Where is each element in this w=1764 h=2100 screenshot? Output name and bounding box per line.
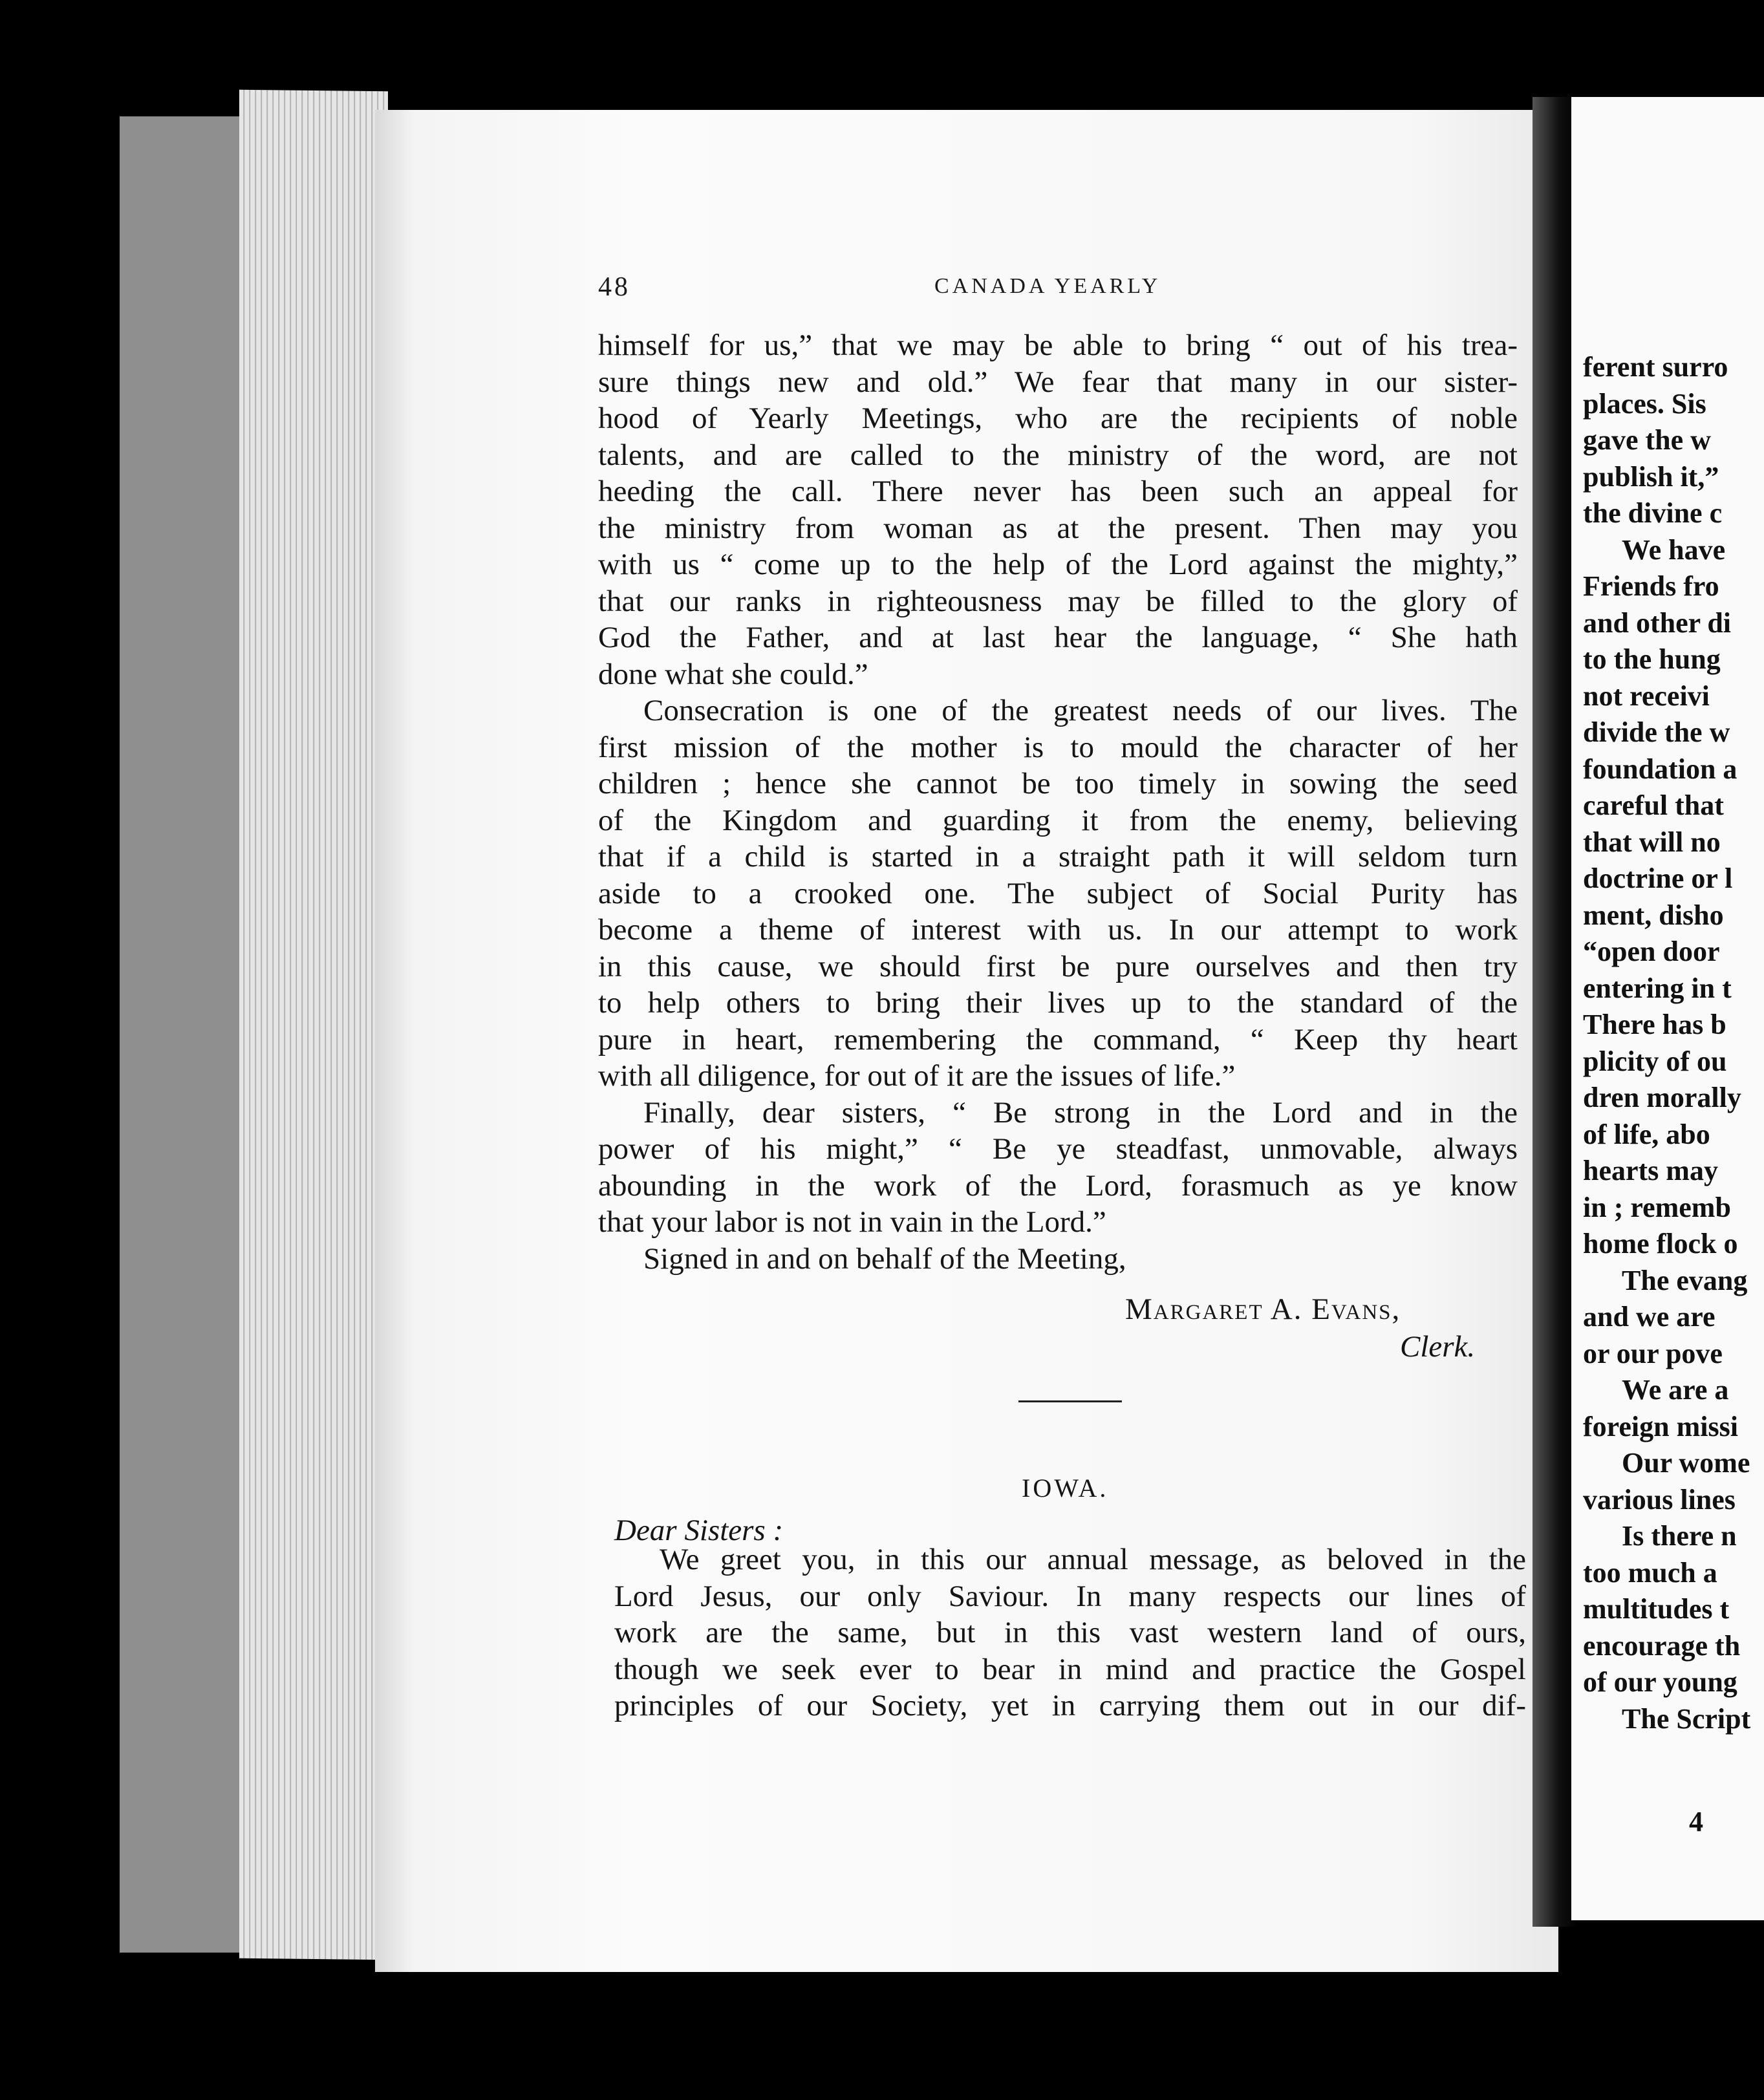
right-page-line: hearts may <box>1583 1155 1718 1186</box>
right-page-line: too much a <box>1583 1556 1717 1589</box>
right-page-line: in ; rememb <box>1583 1191 1731 1223</box>
right-page-line: The evang <box>1622 1264 1748 1296</box>
right-page-line: of our young <box>1583 1666 1737 1698</box>
right-page-line: We are a <box>1622 1374 1729 1406</box>
text-line: hood of Yearly Meetings, who are the recipients of noble <box>598 402 1518 435</box>
right-page-line: and we are <box>1583 1301 1716 1333</box>
text-line: heeding the call. There never has been such an appeal for <box>598 475 1518 508</box>
text-line: to help others to bring their lives up to the standard of the <box>598 986 1518 1020</box>
right-page-line: or our pove <box>1583 1337 1723 1369</box>
text-line: talents, and are called to the ministry of the word, are not <box>598 438 1518 472</box>
signature-title: Clerk. <box>1400 1330 1476 1364</box>
right-page-line: gave the w <box>1583 424 1711 456</box>
salutation: Dear Sisters : <box>614 1514 784 1547</box>
right-page-line: that will no <box>1583 826 1721 858</box>
right-page-line: careful that <box>1583 789 1724 821</box>
text-line: Consecration is one of the greatest needs of our lives. The <box>643 694 1518 727</box>
text-line: Finally, dear sisters, “ Be strong in the Lord and in the <box>643 1095 1518 1130</box>
right-page-line: The Script <box>1622 1702 1751 1735</box>
text-line: sure things new and old.” We fear that many in our sister- <box>598 365 1518 399</box>
right-page-line: doctrine or l <box>1583 862 1733 894</box>
right-page-line: foreign missi <box>1583 1410 1738 1442</box>
right-page-line: dren morally <box>1583 1082 1741 1113</box>
text-line: the ministry from woman as at the present. Then may you <box>598 511 1518 545</box>
text-line: done what she could.” <box>598 657 868 691</box>
right-page-line: to the hung <box>1583 643 1721 675</box>
right-page-line: publish it,” <box>1583 460 1719 493</box>
right-page-line: Is there n <box>1622 1520 1737 1552</box>
right-page-line: Our wome <box>1622 1447 1750 1479</box>
section-divider <box>1018 1400 1122 1402</box>
right-page-line: There has b <box>1583 1009 1726 1040</box>
text-line: aside to a crooked one. The subject of Social Purity has <box>598 876 1518 910</box>
text-line: We greet you, in this our annual message, as beloved in the <box>660 1543 1526 1576</box>
text-line: power of his might,” “ Be ye steadfast, unmovable, always <box>598 1132 1518 1166</box>
text-line: principles of our Society, yet in carrying them out in our dif- <box>614 1689 1526 1722</box>
text-line: of the Kingdom and guarding it from the enemy, believing <box>598 803 1518 837</box>
iowa-letter-body <box>614 1541 1526 1724</box>
right-page-line: various lines <box>1583 1483 1736 1516</box>
right-page-line: foundation a <box>1583 753 1737 785</box>
text-line: Signed in and on behalf of the Meeting, <box>643 1241 1126 1276</box>
text-line: though we seek ever to bear in mind and practice the Gospel <box>614 1652 1526 1686</box>
right-page-line: divide the w <box>1583 716 1730 748</box>
right-page-line: We have <box>1622 533 1726 566</box>
text-line: with all diligence, for out of it are the issues of life.” <box>598 1059 1236 1093</box>
right-page-line: and other di <box>1583 606 1732 639</box>
right-page-line: home flock o <box>1583 1228 1738 1259</box>
page-edges <box>239 90 388 1960</box>
text-line: that your labor is not in vain in the Lord.” <box>598 1205 1106 1239</box>
running-head-title: CANADA YEARLY <box>934 274 1161 298</box>
text-line: children ; hence she cannot be too timely in sowing the seed <box>598 767 1518 800</box>
text-line: Lord Jesus, our only Saviour. In many respects our lines of <box>614 1579 1526 1613</box>
text-line: in this cause, we should first be pure ourselves and then try <box>598 949 1518 983</box>
section-title: IOWA. <box>1022 1473 1109 1503</box>
right-page-line: of life, abo <box>1583 1118 1710 1150</box>
text-line: become a theme of interest with us. In our attempt to work <box>598 913 1518 947</box>
text-line: with us “ come up to the help of the Lord against the mighty,” <box>598 548 1518 581</box>
page-number: 48 <box>598 272 630 302</box>
canada-letter-body <box>598 327 1518 1277</box>
right-page-number: 4 <box>1689 1806 1703 1838</box>
right-page-line: ferent surro <box>1583 351 1728 383</box>
text-line: that our ranks in righteousness may be filled to the glory of <box>598 584 1518 618</box>
text-line: first mission of the mother is to mould the character of her <box>598 730 1518 764</box>
text-line: pure in heart, remembering the command, “ Keep thy heart <box>598 1022 1518 1056</box>
right-page-line: “open door <box>1583 936 1720 967</box>
right-page-line: plicity of ou <box>1583 1045 1727 1077</box>
text-line: abounding in the work of the Lord, forasmuch as ye know <box>598 1168 1518 1203</box>
right-page-line: ment, disho <box>1583 899 1724 931</box>
right-page-line: the divine c <box>1583 497 1723 529</box>
text-line: God the Father, and at last hear the language, “ She hath <box>598 621 1518 654</box>
right-page-line: Friends fro <box>1583 570 1719 602</box>
right-page-line: not receivi <box>1583 680 1710 712</box>
text-line: work are the same, but in this vast western land of ours, <box>614 1616 1526 1649</box>
text-line: himself for us,” that we may be able to bring “ out of his trea- <box>598 328 1518 362</box>
right-page-line: places. Sis <box>1583 387 1706 420</box>
right-page-line: multitudes t <box>1583 1593 1730 1625</box>
right-page-line: encourage th <box>1583 1629 1741 1662</box>
text-line: that if a child is started in a straight path it will seldom turn <box>598 840 1518 873</box>
right-page-line: entering in t <box>1583 972 1732 1004</box>
right-page-text <box>1583 349 1764 1737</box>
signature-name: Margaret A. Evans, <box>1125 1292 1401 1326</box>
